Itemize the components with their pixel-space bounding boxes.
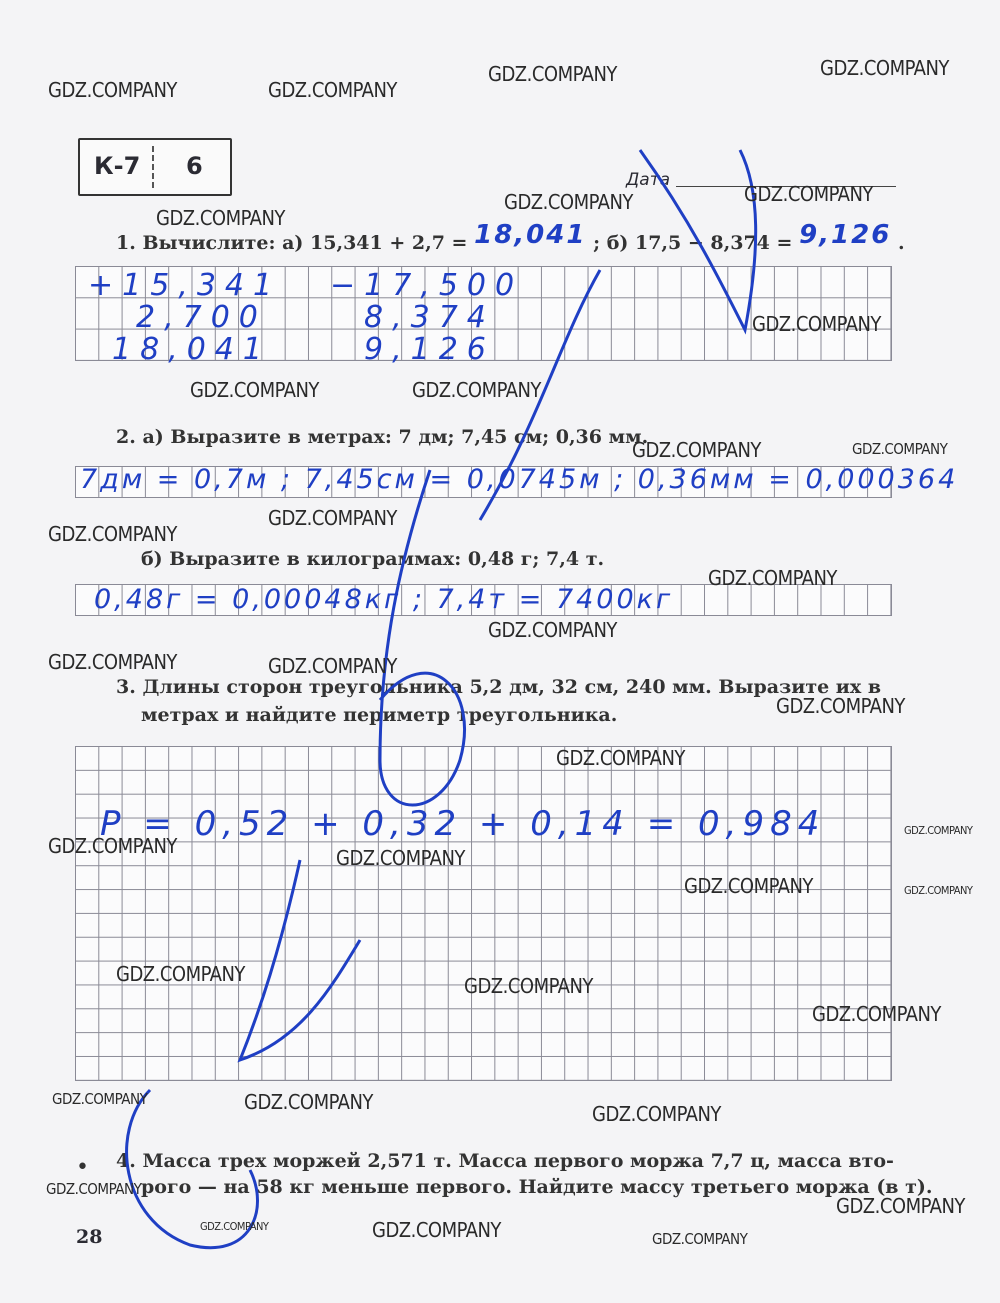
watermark: GDZ.COMPANY bbox=[708, 566, 837, 590]
task-1-part-a: 1. Вычислите: а) 15,341 + 2,7 = bbox=[116, 232, 468, 254]
task-2a-text: 2. а) Выразите в метрах: 7 дм; 7,45 см; 0,36 мм. bbox=[116, 426, 649, 448]
watermark: GDZ.COMPANY bbox=[632, 438, 761, 462]
variant-number: 6 bbox=[186, 152, 203, 180]
watermark: GDZ.COMPANY bbox=[116, 962, 245, 986]
watermark: GDZ.COMPANY bbox=[200, 1220, 269, 1233]
task-1-part-b: ; б) 17,5 − 8,374 = bbox=[593, 232, 793, 254]
task-1-end: . bbox=[897, 232, 905, 254]
watermark: GDZ.COMPANY bbox=[904, 884, 973, 897]
task-1-answer-b: 9,126 bbox=[799, 220, 892, 250]
page-number: 28 bbox=[76, 1226, 103, 1248]
task-3-answer: P = 0,52 + 0,32 + 0,14 = 0,984 bbox=[100, 804, 826, 844]
watermark: GDZ.COMPANY bbox=[504, 190, 633, 214]
watermark: GDZ.COMPANY bbox=[268, 654, 397, 678]
task-2b-answer: 0,48г = 0,00048кг ; 7,4т = 7400кг bbox=[94, 584, 674, 615]
watermark: GDZ.COMPANY bbox=[48, 650, 177, 674]
test-code: К-7 bbox=[94, 152, 141, 180]
watermark: GDZ.COMPANY bbox=[52, 1090, 148, 1108]
task-2a-answer: 7дм = 0,7м ; 7,45см = 0,0745м ; 0,36мм = 0,000364 bbox=[80, 464, 959, 495]
watermark: GDZ.COMPANY bbox=[336, 846, 465, 870]
watermark: GDZ.COMPANY bbox=[372, 1218, 501, 1242]
watermark: GDZ.COMPANY bbox=[464, 974, 593, 998]
watermark: GDZ.COMPANY bbox=[488, 618, 617, 642]
watermark: GDZ.COMPANY bbox=[556, 746, 685, 770]
calc-a-row3: 18,041 bbox=[112, 332, 271, 367]
task-1-answer-a: 18,041 bbox=[474, 220, 587, 250]
watermark: GDZ.COMPANY bbox=[684, 874, 813, 898]
task-2b-text: б) Выразите в килограммах: 0,48 г; 7,4 т. bbox=[141, 548, 605, 570]
watermark: GDZ.COMPANY bbox=[244, 1090, 373, 1114]
task-4-line2: рого — на 58 кг меньше первого. Найдите массу третьего моржа (в т). bbox=[141, 1176, 933, 1198]
watermark: GDZ.COMPANY bbox=[488, 62, 617, 86]
calc-b-row1: −17,500 bbox=[330, 268, 524, 303]
calc-b-row2: 8,374 bbox=[364, 300, 495, 335]
watermark: GDZ.COMPANY bbox=[776, 694, 905, 718]
watermark: GDZ.COMPANY bbox=[836, 1194, 965, 1218]
watermark: GDZ.COMPANY bbox=[48, 834, 177, 858]
watermark: GDZ.COMPANY bbox=[812, 1002, 941, 1026]
watermark: GDZ.COMPANY bbox=[156, 206, 285, 230]
task-3-line1: 3. Длины сторон треугольника 5,2 дм, 32 см, 240 мм. Выразите их в bbox=[116, 676, 882, 698]
watermark: GDZ.COMPANY bbox=[268, 506, 397, 530]
watermark: GDZ.COMPANY bbox=[46, 1180, 142, 1198]
calc-b-row3: 9,126 bbox=[364, 332, 495, 367]
task-3-line2: метрах и найдите периметр треугольника. bbox=[141, 704, 618, 726]
watermark: GDZ.COMPANY bbox=[852, 440, 948, 458]
watermark: GDZ.COMPANY bbox=[744, 182, 873, 206]
date-label: Дата bbox=[626, 170, 671, 190]
watermark: GDZ.COMPANY bbox=[412, 378, 541, 402]
watermark: GDZ.COMPANY bbox=[592, 1102, 721, 1126]
watermark: GDZ.COMPANY bbox=[268, 78, 397, 102]
watermark: GDZ.COMPANY bbox=[48, 522, 177, 546]
bullet: • bbox=[76, 1155, 89, 1180]
task-4-line1: 4. Масса трех моржей 2,571 т. Масса первого моржа 7,7 ц, масса вто- bbox=[116, 1150, 894, 1172]
watermark: GDZ.COMPANY bbox=[752, 312, 881, 336]
watermark: GDZ.COMPANY bbox=[820, 56, 949, 80]
calc-a-row2: 2,700 bbox=[136, 300, 267, 335]
watermark: GDZ.COMPANY bbox=[190, 378, 319, 402]
calc-a-row1: +15,341 bbox=[88, 268, 282, 303]
watermark: GDZ.COMPANY bbox=[904, 824, 973, 837]
watermark: GDZ.COMPANY bbox=[48, 78, 177, 102]
watermark: GDZ.COMPANY bbox=[652, 1230, 748, 1248]
